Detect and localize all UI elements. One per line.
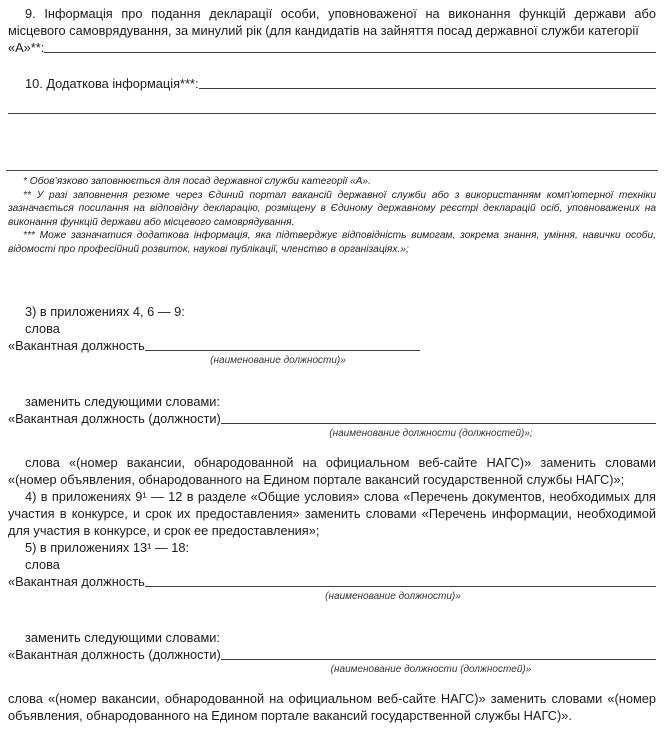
item-9-tail-text: «А»**:	[8, 40, 45, 55]
vacant-position-label-1: «Вакантная должность	[8, 337, 145, 353]
clause-3-slova: слова	[25, 320, 60, 336]
item-9-fill-line	[8, 39, 656, 56]
footnote-separator-line	[6, 170, 658, 171]
item-10-row	[8, 75, 656, 92]
vacant-position-row-1	[8, 337, 420, 354]
closing-paragraph: слова «(номер вакансии, обнародованной на официальном веб-сайте НАГС)» заменить словами «(номер объявления, обнародованного на Едином портале вакансий государственной службы НАГС)».	[8, 690, 656, 723]
vacant-position-label-3: «Вакантная должность	[8, 573, 145, 589]
vacant-position-field-1	[8, 337, 420, 367]
footnotes-block	[8, 175, 656, 257]
clause-3-heading: 3) в приложениях 4, 6 — 9:	[25, 303, 185, 319]
vacant-position-blank-3	[145, 573, 656, 587]
vacant-position-field-4	[8, 646, 656, 676]
replace-words-text-2: заменить следующими словами:	[25, 629, 220, 645]
item-10-label: 10. Додаткова інформація***:	[25, 76, 199, 91]
vacant-position-label-4: «Вакантная должность (должности)	[8, 646, 221, 662]
vacant-position-caption-1: (наименование должности)»	[210, 354, 346, 366]
vacant-position-blank-2	[221, 410, 656, 424]
vacant-position-row-3	[8, 573, 656, 590]
vacant-position-field-2	[8, 410, 656, 440]
item-10-blank-field	[199, 75, 656, 89]
vacant-position-caption-3: (наименование должности)»	[325, 590, 461, 602]
clause-5-slova: слова	[25, 556, 60, 572]
item-9-blank-field	[44, 39, 656, 53]
vacant-position-label-2: «Вакантная должность (должности)	[8, 410, 221, 426]
replace-words-text-1: заменить следующими словами:	[25, 393, 220, 409]
vacant-position-caption-4: (наименование должности (должностей)»	[330, 663, 532, 675]
vacant-position-row-4	[8, 646, 656, 663]
clause-3-tail-paragraph: слова «(номер вакансии, обнародованной на официальном веб-сайте НАГС)» заменить словами «(номер объявления, обнародованного на Едином портале вакансий государственной службы НАГС)»;	[8, 454, 656, 487]
item-10-blank-line-2	[8, 96, 656, 114]
vacant-position-field-3	[8, 573, 656, 603]
item-9-paragraph: 9. Інформація про подання декларації особи, уповноваженої на виконання функцій держави або місцевого самоврядування, за минулий рік (для кандидатів на зайняття посад державної служби категорії	[8, 6, 656, 38]
clause-5-heading: 5) в приложениях 13¹ — 18:	[25, 539, 190, 555]
vacant-position-blank-4	[221, 646, 656, 660]
clause-4-paragraph: 4) в приложениях 9¹ — 12 в разделе «Общие условия» слова «Перечень документов, необходимых для участия в конкурсе, и срок их предоставления» заменить словами «Перечень информации, необходимой для участия в конкурсе, и срок ее предоставления»;	[8, 488, 656, 538]
vacant-position-row-2	[8, 410, 656, 427]
footnote-3: *** Може зазначатися додаткова інформація, яка підтверджує відповідність вимогам, зокрема знання, уміння, навички особи, відомості про професійний розвиток, наукові публікації, членство в організаціях.»;	[8, 230, 656, 255]
footnote-2: ** У разі заповнення резюме через Єдиний портал вакансій державної служби або з використанням комп’ютерної техніки зазначається посилання на відповідну декларацію, розміщену в Єдиному державному реєстрі декларацій осіб, уповноважених на виконання функцій держави або місцевого самоврядування.	[8, 189, 656, 228]
vacant-position-caption-2: (наименование должности (должностей)»;	[329, 427, 533, 439]
vacant-position-blank-1	[145, 337, 420, 351]
amendments-section	[8, 303, 656, 676]
footnote-1: * Обов’язково заповнюється для посад державної служби категорії «А».	[23, 176, 371, 187]
